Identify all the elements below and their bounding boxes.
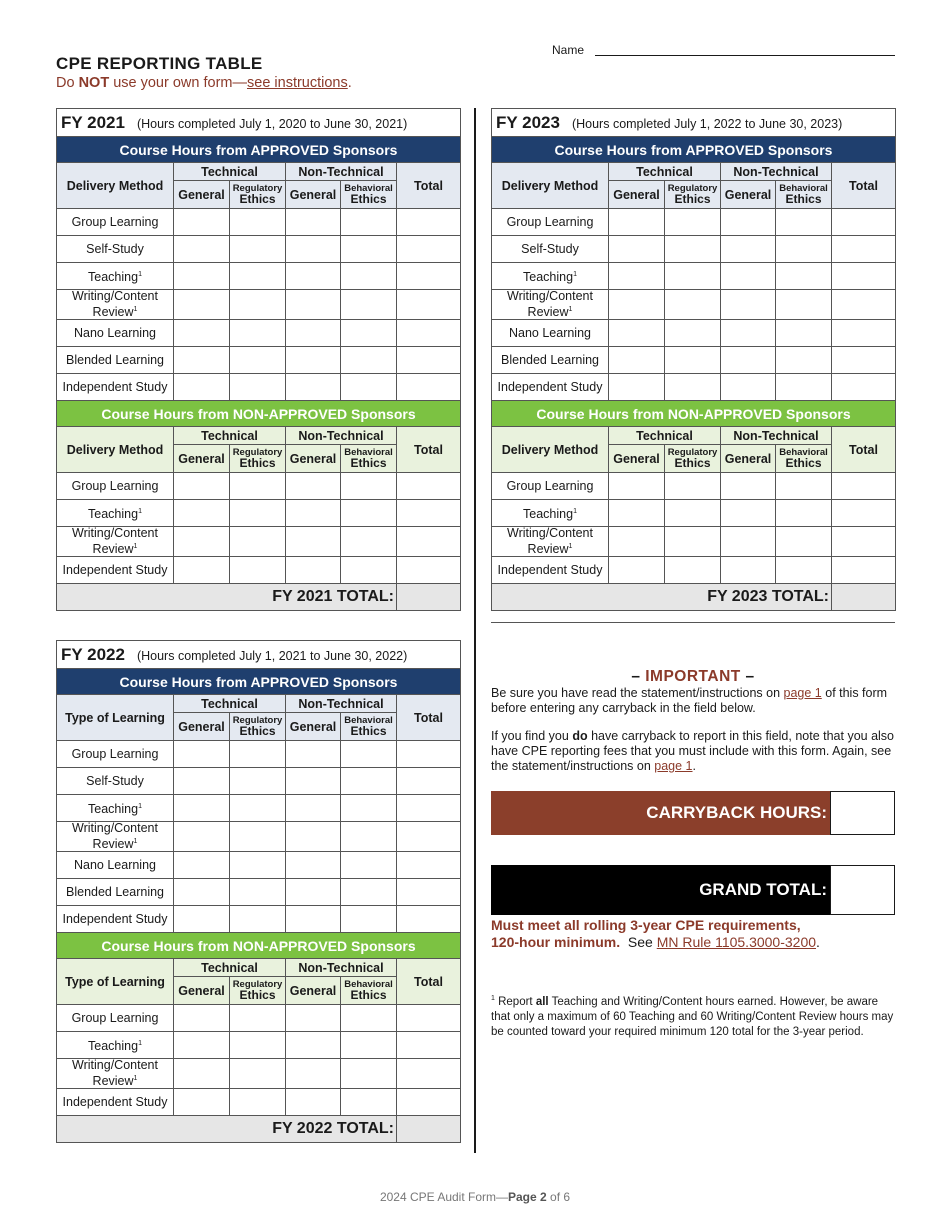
form-warning: Do NOT use your own form—see instructions.	[56, 75, 352, 91]
fy2022-total-input[interactable]	[397, 1116, 461, 1143]
general-hours-cell[interactable]	[609, 347, 665, 374]
behavioral-ethics-hours-cell[interactable]	[341, 1089, 397, 1116]
technical-header: Technical	[174, 427, 286, 445]
fy2021-total-input[interactable]	[397, 584, 461, 611]
general-hours-cell[interactable]	[174, 1032, 230, 1059]
fy2022-total-label: FY 2022 TOTAL:	[57, 1116, 397, 1143]
behavioral-ethics-hours-cell[interactable]	[776, 236, 832, 263]
general-hours-cell[interactable]	[721, 236, 776, 263]
general-header: General	[609, 181, 665, 209]
general-hours-cell[interactable]	[721, 374, 776, 401]
nonapproved-sponsors-bar: Course Hours from NON-APPROVED Sponsors	[492, 401, 896, 427]
behavioral-ethics-hours-cell[interactable]	[341, 263, 397, 290]
general-hours-cell[interactable]	[286, 879, 341, 906]
general-hours-cell[interactable]	[609, 557, 665, 584]
regulatory-ethics-hours-cell[interactable]	[230, 1032, 286, 1059]
non-technical-header: Non-Technical	[286, 695, 397, 713]
regulatory-ethics-hours-cell[interactable]	[230, 263, 286, 290]
total-hours-cell[interactable]	[397, 1032, 461, 1059]
general-hours-cell[interactable]	[286, 1089, 341, 1116]
total-hours-cell[interactable]	[832, 236, 896, 263]
row-label-writing: Writing/Content Review$^1$	[57, 527, 174, 557]
important-paragraph-2: If you find you do have carryback to report in this field, note that you also have CPE reporting fees that you must include with this form. Again, see the statement/instructions on page 1.	[491, 729, 895, 773]
general-header: General	[609, 445, 665, 473]
row-label: Self-Study	[57, 768, 174, 795]
regulatory-ethics-hours-cell[interactable]	[230, 320, 286, 347]
row-label: Independent Study	[57, 557, 174, 584]
regulatory-ethics-hours-cell[interactable]	[230, 879, 286, 906]
total-header: Total	[397, 427, 461, 473]
behavioral-ethics-header: Behavioral Ethics	[341, 181, 397, 209]
non-technical-header: Non-Technical	[721, 163, 832, 181]
row-label: Group Learning	[492, 209, 609, 236]
total-hours-cell[interactable]	[832, 527, 896, 557]
general-hours-cell[interactable]	[609, 320, 665, 347]
general-hours-cell[interactable]	[174, 263, 230, 290]
row-label: Blended Learning	[492, 347, 609, 374]
general-hours-cell[interactable]	[609, 500, 665, 527]
page-title: CPE REPORTING TABLE	[56, 54, 263, 73]
regulatory-ethics-hours-cell[interactable]	[230, 822, 286, 852]
non-technical-header: Non-Technical	[286, 959, 397, 977]
fy2023-total-input[interactable]	[832, 584, 896, 611]
page-footer: 2024 CPE Audit Form—Page 2 of 6	[379, 1190, 571, 1204]
behavioral-ethics-hours-cell[interactable]	[341, 1059, 397, 1089]
total-hours-cell[interactable]	[832, 557, 896, 584]
general-hours-cell[interactable]	[721, 263, 776, 290]
fy2023-table	[491, 108, 896, 611]
name-field[interactable]	[595, 55, 895, 56]
general-hours-cell[interactable]	[174, 1089, 230, 1116]
method-header: Type of Learning	[57, 695, 174, 741]
behavioral-ethics-hours-cell[interactable]	[341, 741, 397, 768]
row-label-writing: Writing/Content Review$^1$	[57, 822, 174, 852]
total-hours-cell[interactable]	[397, 473, 461, 500]
total-hours-cell[interactable]	[832, 263, 896, 290]
general-hours-cell[interactable]	[174, 852, 230, 879]
behavioral-ethics-hours-cell[interactable]	[341, 768, 397, 795]
row-label-writing: Writing/Content Review$^1$	[57, 290, 174, 320]
general-hours-cell[interactable]	[174, 1005, 230, 1032]
regulatory-ethics-header: Regulatory Ethics	[230, 181, 286, 209]
general-hours-cell[interactable]	[174, 557, 230, 584]
nonapproved-sponsors-bar: Course Hours from NON-APPROVED Sponsors	[57, 933, 461, 959]
fy2021-heading: FY 2021 (Hours completed July 1, 2020 to June 30, 2021)	[57, 109, 461, 137]
fy2022-heading: FY 2022 (Hours completed July 1, 2021 to June 30, 2022)	[57, 641, 461, 669]
row-label: Nano Learning	[492, 320, 609, 347]
fy2023-total-label: FY 2023 TOTAL:	[492, 584, 832, 611]
method-header: Delivery Method	[57, 163, 174, 209]
regulatory-ethics-hours-cell[interactable]	[230, 557, 286, 584]
behavioral-ethics-hours-cell[interactable]	[776, 209, 832, 236]
non-technical-header: Non-Technical	[286, 163, 397, 181]
regulatory-ethics-hours-cell[interactable]	[230, 852, 286, 879]
general-hours-cell[interactable]	[609, 209, 665, 236]
method-header: Delivery Method	[492, 427, 609, 473]
behavioral-ethics-hours-cell[interactable]	[341, 822, 397, 852]
general-hours-cell[interactable]	[721, 557, 776, 584]
general-hours-cell[interactable]	[174, 473, 230, 500]
total-hours-cell[interactable]	[397, 1059, 461, 1089]
regulatory-ethics-hours-cell[interactable]	[665, 557, 721, 584]
general-hours-cell[interactable]	[286, 741, 341, 768]
column-divider	[474, 108, 476, 1153]
mn-rule-link[interactable]: MN Rule 1105.3000-3200	[656, 934, 817, 950]
behavioral-ethics-hours-cell[interactable]	[341, 320, 397, 347]
regulatory-ethics-hours-cell[interactable]	[230, 347, 286, 374]
general-hours-cell[interactable]	[286, 320, 341, 347]
general-header: General	[174, 713, 230, 741]
general-hours-cell[interactable]	[286, 795, 341, 822]
regulatory-ethics-hours-cell[interactable]	[665, 347, 721, 374]
row-label-writing: Writing/Content Review$^1$	[492, 290, 609, 320]
behavioral-ethics-hours-cell[interactable]	[341, 473, 397, 500]
technical-header: Technical	[609, 163, 721, 181]
regulatory-ethics-hours-cell[interactable]	[230, 741, 286, 768]
regulatory-ethics-hours-cell[interactable]	[230, 500, 286, 527]
row-label: Self-Study	[492, 236, 609, 263]
behavioral-ethics-header: Behavioral Ethics	[341, 713, 397, 741]
row-label: Nano Learning	[57, 320, 174, 347]
general-hours-cell[interactable]	[174, 527, 230, 557]
grand-total-input[interactable]	[830, 865, 895, 915]
general-hours-cell[interactable]	[174, 741, 230, 768]
general-hours-cell[interactable]	[721, 209, 776, 236]
behavioral-ethics-hours-cell[interactable]	[341, 879, 397, 906]
general-hours-cell[interactable]	[174, 236, 230, 263]
general-hours-cell[interactable]	[286, 1059, 341, 1089]
general-hours-cell[interactable]	[286, 1005, 341, 1032]
total-hours-cell[interactable]	[397, 741, 461, 768]
general-hours-cell[interactable]	[174, 795, 230, 822]
general-header: General	[721, 445, 776, 473]
behavioral-ethics-hours-cell[interactable]	[776, 374, 832, 401]
total-hours-cell[interactable]	[397, 527, 461, 557]
general-hours-cell[interactable]	[174, 500, 230, 527]
behavioral-ethics-hours-cell[interactable]	[341, 527, 397, 557]
row-label: Independent Study	[492, 557, 609, 584]
footnote: $^1$ Report all Teaching and Writing/Content hours earned. However, be aware that only a maximum of 60 Teaching and 60 Writing/Content Review hours may be counted toward your required minimum 120 total for the 3-year period.	[491, 995, 894, 1038]
regulatory-ethics-hours-cell[interactable]	[665, 500, 721, 527]
page-1-link[interactable]: page 1	[654, 759, 693, 773]
general-hours-cell[interactable]	[609, 236, 665, 263]
general-header: General	[286, 181, 341, 209]
general-hours-cell[interactable]	[286, 768, 341, 795]
behavioral-ethics-hours-cell[interactable]	[776, 320, 832, 347]
general-hours-cell[interactable]	[174, 320, 230, 347]
regulatory-ethics-hours-cell[interactable]	[665, 209, 721, 236]
row-label: Teaching$^1$	[492, 263, 609, 290]
regulatory-ethics-header: Regulatory Ethics	[230, 713, 286, 741]
fy2021-table	[56, 108, 461, 611]
method-header: Delivery Method	[492, 163, 609, 209]
row-label: Group Learning	[57, 741, 174, 768]
regulatory-ethics-hours-cell[interactable]	[230, 209, 286, 236]
row-label: Teaching$^1$	[57, 500, 174, 527]
total-hours-cell[interactable]	[832, 500, 896, 527]
row-label: Nano Learning	[57, 852, 174, 879]
behavioral-ethics-header: Behavioral Ethics	[776, 445, 832, 473]
row-label: Group Learning	[492, 473, 609, 500]
fy2022-table	[56, 640, 461, 1143]
total-hours-cell[interactable]	[397, 906, 461, 933]
general-hours-cell[interactable]	[174, 822, 230, 852]
fy2023-heading: FY 2023 (Hours completed July 1, 2022 to June 30, 2023)	[492, 109, 896, 137]
row-label: Self-Study	[57, 236, 174, 263]
important-paragraph-1: Be sure you have read the statement/instructions on page 1 of this form before entering any carryback in the field below.	[491, 686, 888, 715]
method-header: Delivery Method	[57, 427, 174, 473]
behavioral-ethics-hours-cell[interactable]	[341, 374, 397, 401]
total-hours-cell[interactable]	[832, 290, 896, 320]
row-label: Group Learning	[57, 1005, 174, 1032]
nonapproved-sponsors-bar: Course Hours from NON-APPROVED Sponsors	[57, 401, 461, 427]
total-header: Total	[832, 163, 896, 209]
row-label: Group Learning	[57, 209, 174, 236]
regulatory-ethics-header: Regulatory Ethics	[665, 181, 721, 209]
separator-line	[491, 622, 895, 623]
total-header: Total	[397, 959, 461, 1005]
technical-header: Technical	[174, 695, 286, 713]
total-hours-cell[interactable]	[397, 236, 461, 263]
total-hours-cell[interactable]	[397, 374, 461, 401]
regulatory-ethics-hours-cell[interactable]	[665, 236, 721, 263]
carryback-hours-input[interactable]	[830, 791, 895, 835]
approved-sponsors-bar: Course Hours from APPROVED Sponsors	[57, 669, 461, 695]
row-label: Blended Learning	[57, 347, 174, 374]
general-header: General	[286, 977, 341, 1005]
row-label: Independent Study	[57, 1089, 174, 1116]
page-1-link[interactable]: page 1	[783, 686, 822, 700]
behavioral-ethics-hours-cell[interactable]	[341, 906, 397, 933]
behavioral-ethics-hours-cell[interactable]	[776, 527, 832, 557]
general-hours-cell[interactable]	[174, 768, 230, 795]
general-hours-cell[interactable]	[174, 374, 230, 401]
total-hours-cell[interactable]	[397, 290, 461, 320]
behavioral-ethics-hours-cell[interactable]	[341, 500, 397, 527]
behavioral-ethics-hours-cell[interactable]	[341, 1005, 397, 1032]
behavioral-ethics-hours-cell[interactable]	[341, 795, 397, 822]
behavioral-ethics-hours-cell[interactable]	[341, 852, 397, 879]
general-hours-cell[interactable]	[174, 209, 230, 236]
general-header: General	[286, 445, 341, 473]
total-hours-cell[interactable]	[397, 1089, 461, 1116]
general-hours-cell[interactable]	[174, 906, 230, 933]
row-label: Teaching$^1$	[57, 795, 174, 822]
non-technical-header: Non-Technical	[286, 427, 397, 445]
total-header: Total	[397, 695, 461, 741]
row-label-writing: Writing/Content Review$^1$	[57, 1059, 174, 1089]
behavioral-ethics-hours-cell[interactable]	[776, 557, 832, 584]
total-hours-cell[interactable]	[397, 822, 461, 852]
regulatory-ethics-hours-cell[interactable]	[230, 1005, 286, 1032]
total-hours-cell[interactable]	[832, 320, 896, 347]
regulatory-ethics-hours-cell[interactable]	[230, 906, 286, 933]
general-hours-cell[interactable]	[286, 236, 341, 263]
name-label: Name	[552, 43, 585, 57]
total-hours-cell[interactable]	[832, 473, 896, 500]
total-hours-cell[interactable]	[397, 347, 461, 374]
behavioral-ethics-hours-cell[interactable]	[341, 290, 397, 320]
general-hours-cell[interactable]	[286, 473, 341, 500]
behavioral-ethics-hours-cell[interactable]	[776, 263, 832, 290]
total-hours-cell[interactable]	[397, 500, 461, 527]
see-instructions-link[interactable]: see instructions	[247, 75, 348, 91]
general-hours-cell[interactable]	[721, 320, 776, 347]
regulatory-ethics-hours-cell[interactable]	[230, 473, 286, 500]
behavioral-ethics-hours-cell[interactable]	[776, 347, 832, 374]
general-hours-cell[interactable]	[609, 290, 665, 320]
general-hours-cell[interactable]	[286, 374, 341, 401]
behavioral-ethics-header: Behavioral Ethics	[341, 445, 397, 473]
total-hours-cell[interactable]	[397, 879, 461, 906]
method-header: Type of Learning	[57, 959, 174, 1005]
total-hours-cell[interactable]	[832, 347, 896, 374]
general-hours-cell[interactable]	[286, 822, 341, 852]
approved-sponsors-bar: Course Hours from APPROVED Sponsors	[492, 137, 896, 163]
behavioral-ethics-hours-cell[interactable]	[341, 347, 397, 374]
total-hours-cell[interactable]	[397, 209, 461, 236]
behavioral-ethics-hours-cell[interactable]	[776, 473, 832, 500]
general-hours-cell[interactable]	[286, 852, 341, 879]
regulatory-ethics-hours-cell[interactable]	[665, 290, 721, 320]
technical-header: Technical	[174, 163, 286, 181]
general-header: General	[174, 977, 230, 1005]
behavioral-ethics-header: Behavioral Ethics	[341, 977, 397, 1005]
general-hours-cell[interactable]	[721, 500, 776, 527]
regulatory-ethics-hours-cell[interactable]	[230, 290, 286, 320]
regulatory-ethics-hours-cell[interactable]	[230, 1089, 286, 1116]
row-label: Teaching$^1$	[57, 1032, 174, 1059]
fy2021-total-label: FY 2021 TOTAL:	[57, 584, 397, 611]
regulatory-ethics-hours-cell[interactable]	[665, 263, 721, 290]
general-header: General	[174, 445, 230, 473]
total-header: Total	[397, 163, 461, 209]
general-header: General	[286, 713, 341, 741]
total-hours-cell[interactable]	[397, 1005, 461, 1032]
general-hours-cell[interactable]	[721, 290, 776, 320]
row-label: Blended Learning	[57, 879, 174, 906]
general-hours-cell[interactable]	[609, 473, 665, 500]
behavioral-ethics-hours-cell[interactable]	[341, 209, 397, 236]
behavioral-ethics-hours-cell[interactable]	[776, 290, 832, 320]
general-header: General	[721, 181, 776, 209]
general-hours-cell[interactable]	[174, 879, 230, 906]
behavioral-ethics-header: Behavioral Ethics	[776, 181, 832, 209]
regulatory-ethics-hours-cell[interactable]	[665, 374, 721, 401]
approved-sponsors-bar: Course Hours from APPROVED Sponsors	[57, 137, 461, 163]
regulatory-ethics-hours-cell[interactable]	[665, 527, 721, 557]
regulatory-ethics-hours-cell[interactable]	[665, 320, 721, 347]
requirement-note: Must meet all rolling 3-year CPE requirements, 120-hour minimum. See MN Rule 1105.3000-3200.	[491, 917, 820, 950]
non-technical-header: Non-Technical	[721, 427, 832, 445]
row-label: Teaching$^1$	[57, 263, 174, 290]
general-hours-cell[interactable]	[286, 347, 341, 374]
general-hours-cell[interactable]	[609, 374, 665, 401]
regulatory-ethics-header: Regulatory Ethics	[230, 977, 286, 1005]
total-header: Total	[832, 427, 896, 473]
total-hours-cell[interactable]	[397, 795, 461, 822]
grand-total-label: GRAND TOTAL:	[491, 865, 831, 915]
general-hours-cell[interactable]	[286, 209, 341, 236]
row-label: Independent Study	[57, 374, 174, 401]
total-hours-cell[interactable]	[397, 263, 461, 290]
important-heading: – IMPORTANT –	[631, 668, 755, 685]
general-hours-cell[interactable]	[286, 263, 341, 290]
row-label: Group Learning	[57, 473, 174, 500]
total-hours-cell[interactable]	[832, 374, 896, 401]
total-hours-cell[interactable]	[397, 320, 461, 347]
row-label: Independent Study	[57, 906, 174, 933]
general-hours-cell[interactable]	[721, 473, 776, 500]
row-label: Teaching$^1$	[492, 500, 609, 527]
behavioral-ethics-hours-cell[interactable]	[341, 236, 397, 263]
regulatory-ethics-hours-cell[interactable]	[230, 795, 286, 822]
general-hours-cell[interactable]	[286, 527, 341, 557]
general-hours-cell[interactable]	[286, 500, 341, 527]
general-hours-cell[interactable]	[609, 527, 665, 557]
row-label: Independent Study	[492, 374, 609, 401]
general-hours-cell[interactable]	[174, 1059, 230, 1089]
general-hours-cell[interactable]	[609, 263, 665, 290]
total-hours-cell[interactable]	[832, 209, 896, 236]
total-hours-cell[interactable]	[397, 557, 461, 584]
general-hours-cell[interactable]	[286, 290, 341, 320]
regulatory-ethics-hours-cell[interactable]	[665, 473, 721, 500]
regulatory-ethics-hours-cell[interactable]	[230, 768, 286, 795]
general-hours-cell[interactable]	[174, 347, 230, 374]
behavioral-ethics-hours-cell[interactable]	[341, 1032, 397, 1059]
regulatory-ethics-hours-cell[interactable]	[230, 527, 286, 557]
technical-header: Technical	[609, 427, 721, 445]
carryback-label: CARRYBACK HOURS:	[491, 791, 831, 835]
general-header: General	[174, 181, 230, 209]
technical-header: Technical	[174, 959, 286, 977]
total-hours-cell[interactable]	[397, 852, 461, 879]
behavioral-ethics-hours-cell[interactable]	[776, 500, 832, 527]
general-hours-cell[interactable]	[174, 290, 230, 320]
total-hours-cell[interactable]	[397, 768, 461, 795]
regulatory-ethics-hours-cell[interactable]	[230, 236, 286, 263]
regulatory-ethics-hours-cell[interactable]	[230, 374, 286, 401]
general-hours-cell[interactable]	[721, 347, 776, 374]
regulatory-ethics-header: Regulatory Ethics	[230, 445, 286, 473]
general-hours-cell[interactable]	[286, 557, 341, 584]
general-hours-cell[interactable]	[286, 1032, 341, 1059]
general-hours-cell[interactable]	[721, 527, 776, 557]
regulatory-ethics-header: Regulatory Ethics	[665, 445, 721, 473]
general-hours-cell[interactable]	[286, 906, 341, 933]
behavioral-ethics-hours-cell[interactable]	[341, 557, 397, 584]
row-label-writing: Writing/Content Review$^1$	[492, 527, 609, 557]
regulatory-ethics-hours-cell[interactable]	[230, 1059, 286, 1089]
